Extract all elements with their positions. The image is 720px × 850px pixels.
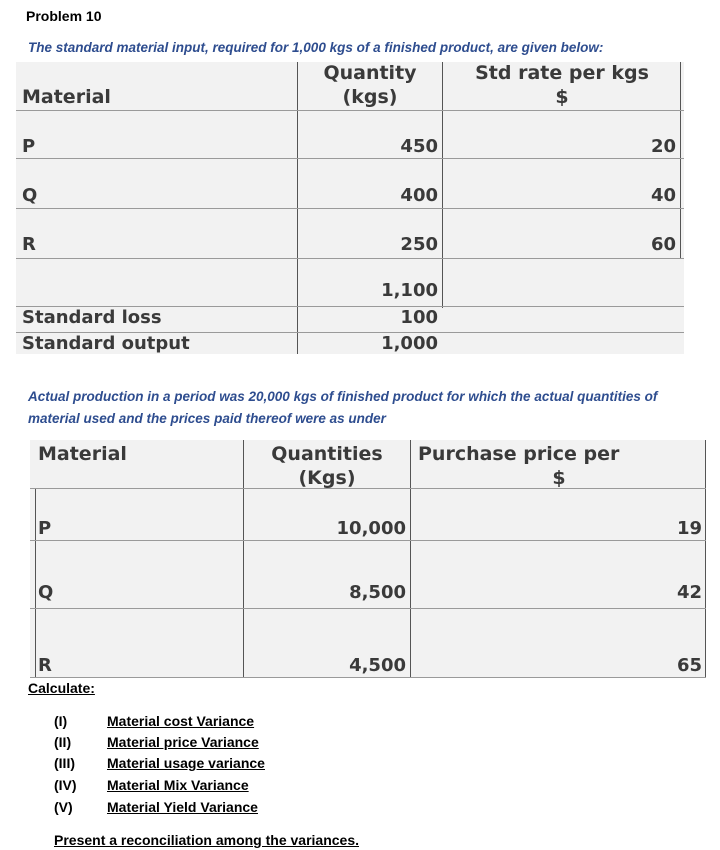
calc-item-text: Material price Variance [107,734,259,750]
table1-standard-loss-label: Standard loss [22,307,162,328]
table1-row-p-quantity: 450 [400,136,438,157]
table1-header-quantity: Quantity [323,62,417,84]
table1-standard-output-label: Standard output [22,333,190,354]
table2-row-p-material: P [38,518,52,539]
table1-row-q-material: Q [22,185,38,206]
table2-row-q-price: 42 [676,582,702,603]
table2-row-r-quantity: 4,500 [349,655,406,676]
table2-header-price: Purchase price per [418,443,620,465]
table1-row-p-rate: 20 [650,136,676,157]
table1-row-r-rate: 60 [650,234,676,255]
calc-item-text: Material Mix Variance [107,777,249,793]
calc-item-num: (I) [54,713,68,729]
calc-item-num: (IV) [54,777,77,793]
calc-item-num: (III) [54,755,75,771]
table2-header-quantity-unit: (Kgs) [298,467,356,489]
intro-text: The standard material input, required for 1,000 kgs of a finished product, are given below: [28,40,604,55]
calc-item-text: Material usage variance [107,755,265,771]
table2-header-price-unit: $ [552,467,566,489]
table2-row-r-material: R [38,655,52,676]
table1-header-quantity-unit: (kgs) [342,86,398,108]
problem-title: Problem 10 [26,8,102,24]
calculate-label: Calculate: [28,680,95,696]
table2-row-r-price: 65 [676,655,702,676]
calc-item-text: Material cost Variance [107,713,255,729]
actual-material-table [30,440,706,678]
table2-header-quantity: Quantities [271,443,383,465]
table2-row-p-price: 19 [676,518,702,539]
table2-row-p-quantity: 10,000 [336,518,406,539]
calc-item-num: (II) [54,734,72,750]
table1-row-q-rate: 40 [650,185,676,206]
table1-header-material: Material [22,86,111,108]
actual-production-text: Actual production in a period was 20,000 kgs of finished product for which the actual quantities of material used and the prices paid thereof were as under [28,389,658,426]
reconciliation-text: Present a reconciliation among the variances. [54,832,359,848]
table1-row-p-material: P [22,136,36,157]
table1-header-rate: Std rate per kgs [475,62,649,84]
table1-row-r-material: R [22,234,36,255]
table2-row-q-quantity: 8,500 [349,582,406,603]
table1-row-q-quantity: 400 [400,185,438,206]
table1-standard-output-value: 1,000 [381,333,438,354]
calc-item-num: (V) [54,799,73,815]
table1-row-r-quantity: 250 [400,234,438,255]
table1-standard-loss-value: 100 [400,307,438,328]
standard-material-table [16,62,684,354]
table1-total-quantity: 1,100 [381,280,438,301]
table2-header-material: Material [38,443,127,465]
table2-row-q-material: Q [38,582,54,603]
calc-item-text: Material Yield Variance [107,799,258,815]
table1-header-rate-unit: $ [555,86,569,108]
